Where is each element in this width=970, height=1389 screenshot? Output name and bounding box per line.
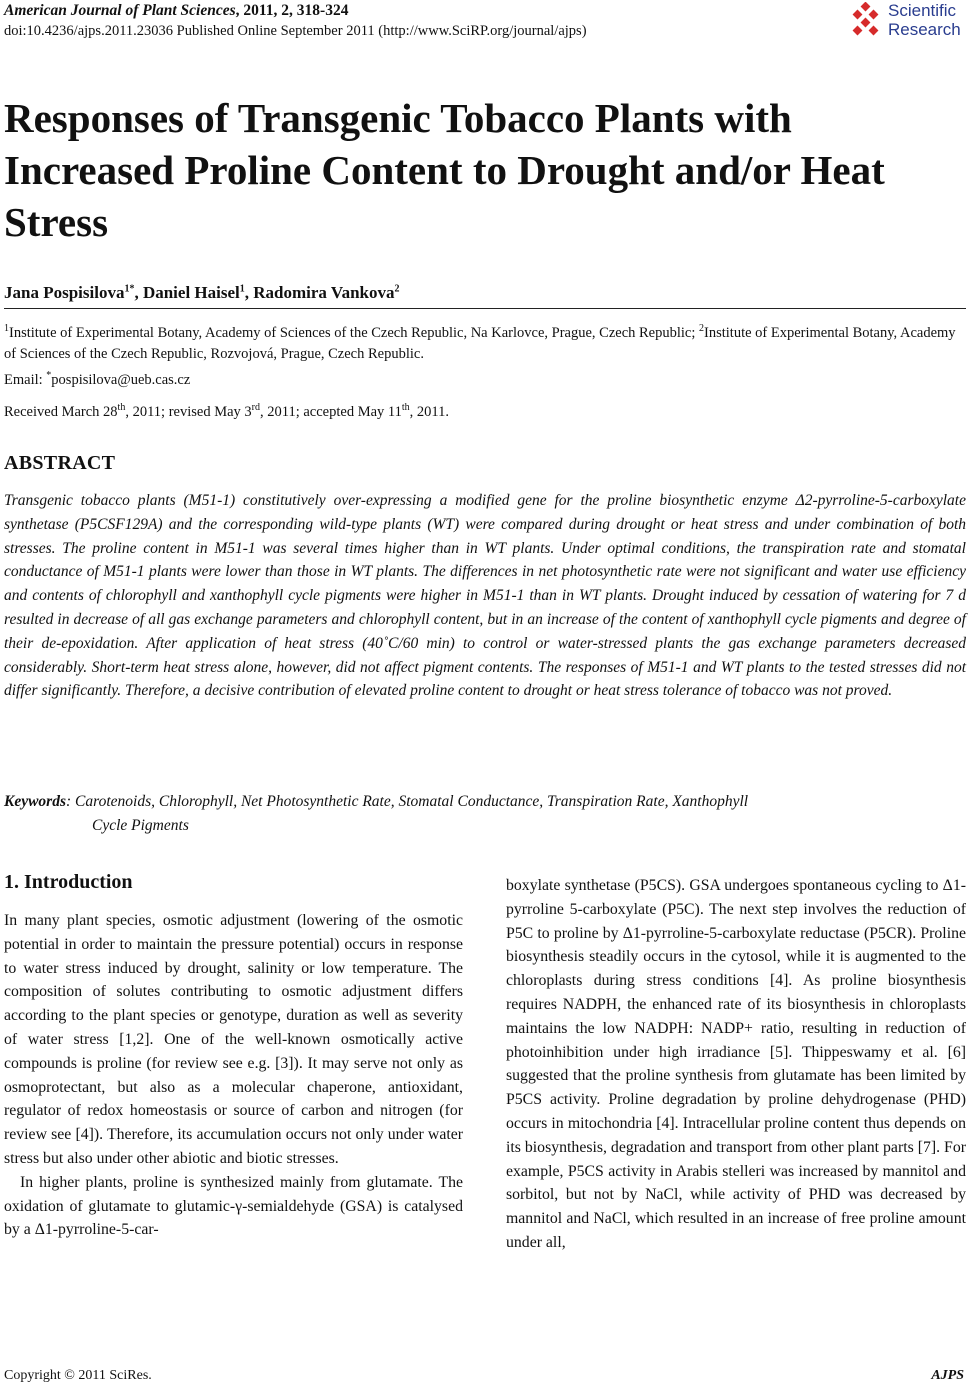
date-year: , 2011. xyxy=(409,403,449,420)
abstract-heading: ABSTRACT xyxy=(4,452,116,474)
journal-volume-pages: , 2011, 2, 318-324 xyxy=(235,2,349,19)
logo-line-1: Scientific xyxy=(888,1,957,20)
affiliation-mark: 1 xyxy=(4,323,9,334)
author-name: Jana Pospisilova xyxy=(4,283,125,302)
author-name: Radomira Vankova xyxy=(253,283,395,302)
journal-name: American Journal of Plant Sciences xyxy=(4,2,236,19)
accepted-date: , 2011; accepted May 11 xyxy=(260,403,402,420)
journal-citation xyxy=(4,2,348,20)
revised-date: , 2011; revised May 3 xyxy=(125,403,252,420)
ordinal-suffix: rd xyxy=(251,402,260,413)
right-column xyxy=(506,874,966,1255)
doi-line: doi:10.4236/ajps.2011.23036 Published Online September 2011 (http://www.SciRP.org/journal/ajps) xyxy=(4,23,587,39)
paper-title: Responses of Transgenic Tobacco Plants with Increased Proline Content to Drought and/or Heat Stress xyxy=(4,95,885,245)
email-line xyxy=(4,365,966,391)
section-heading: 1. Introduction xyxy=(4,871,133,893)
header-divider xyxy=(4,308,966,309)
ordinal-suffix: th xyxy=(117,402,126,413)
publisher-logo-icon xyxy=(848,2,884,40)
author-mark: 1 xyxy=(239,283,245,295)
received-date: Received March 28 xyxy=(4,403,118,420)
author-mark: 1* xyxy=(124,283,135,295)
author-mark: 2 xyxy=(394,283,400,295)
logo-line-2: Research xyxy=(888,19,961,39)
keywords-line-2: Cycle Pigments xyxy=(92,817,189,834)
intro-paragraph-1: In many plant species, osmotic adjustment (lowering of the osmotic potential in order to maintain the pressure potential) occurs in response to water stress induced by drought, salinity or low temperature. The composition of solutes contributing to osmotic adjustment differs according to the plant species or genotype, duration as well as severity of water stress [1,2]. One of the well-known osmotically active compounds is proline (for review see e.g. [3]). It may serve not only as osmoprotectant, but also as a molecular chaperone, antioxidant, regulator of redox homeostasis or source of carbon and nitrogen (for review see [4]). Therefore, its accumulation occurs not only under water stress but also under other abiotic and biotic stresses. xyxy=(4,912,463,1167)
left-column xyxy=(4,909,463,1242)
publisher-logo-text xyxy=(888,2,961,39)
keywords-line-1: : Carotenoids, Chlorophyll, Net Photosynthetic Rate, Stomatal Conductance, Transpiration Rate, Xanthophyll xyxy=(66,793,749,810)
affiliation-2: Institute of Experimental Botany, Academy of Sciences of the Czech Republic, Rozvojová, Prague, Czech Republic. xyxy=(4,324,956,362)
affiliations xyxy=(4,318,966,391)
email-label: Email: xyxy=(4,371,43,388)
author-name: Daniel Haisel xyxy=(142,283,240,302)
abstract-text: Transgenic tobacco plants (M51-1) constitutively over-expressing a modified gene for the proline biosynthetic enzyme Δ2-pyrroline-5-carboxylate synthetase (P5CSF129A) and the corresponding wild-type plants (WT) were compared during drought or heat stress and under combination of both stresses. The proline content in M51-1 was several times higher than in WT plants. Under optimal conditions, the transpiration rate and stomatal conductance of M51-1 plants were lower than those in WT plants. The differences in net photosynthetic rate were not significant and water use efficiency and contents of chlorophyll and xanthophyll cycle pigments were higher in M51-1 than in WT plants. Drought induced by cessation of watering for 7 d resulted in decrease of all gas exchange parameters and chlorophyll content, but in an increase of the content of xanthophyll cycle pigments and degree of their de-epoxidation. After application of heat stress (40˚C/60 min) to control or water-stressed plants the gas exchange parameters decreased considerably. Short-term heat stress alone, however, did not affect pigment contents. The responses of M51-1 and WT plants to the tested stresses did not differ significantly. Therefore, a decisive contribution of elevated proline content to drought or heat stress tolerance of tobacco was not proved. xyxy=(4,492,966,700)
received-dates xyxy=(4,402,449,421)
affiliation-mark: 2 xyxy=(699,323,705,334)
keywords xyxy=(4,790,966,838)
author-list: Jana Pospisilova$^{1*}$, Daniel Haisel$^1$, Radomira Vankova$^2$ xyxy=(4,283,400,302)
copyright-notice: Copyright © 2011 SciRes. xyxy=(4,1368,152,1383)
affiliation-1: Institute of Experimental Botany, Academy of Sciences of the Czech Republic, Na Karlovce, Prague, Czech Republic; xyxy=(9,324,696,341)
intro-paragraph-2: In higher plants, proline is synthesized mainly from glutamate. The oxidation of glutamate to glutamic-γ-semialdehyde (GSA) is catalysed by a Δ1-pyrroline-5-car- xyxy=(4,1173,463,1239)
ordinal-suffix: th xyxy=(401,402,410,413)
email-mark: * xyxy=(46,369,52,381)
keywords-label: Keywords xyxy=(4,793,66,810)
journal-abbreviation: AJPS xyxy=(931,1368,964,1383)
email-address[interactable]: pospisilova@ueb.cas.cz xyxy=(51,371,191,388)
intro-paragraph-3: boxylate synthetase (P5CS). GSA undergoes spontaneous cycling to Δ1-pyrroline 5-carboxylate (P5C). The next step involves the reduction of P5C to proline by Δ1-pyrroline-5-carboxylate reductase (P5CR). Proline biosynthesis steadily occurs in the cytosol, while it is augmented to the chloroplasts during stress conditions [4]. As proline biosynthesis requires NADPH, the enhanced rate of its biosynthesis in chloroplasts maintains the low NADPH: NADP+ ratio, resulting in reduction of photoinhibition under high irradiance [5]. Thippeswamy et al. [6] suggested that the proline synthesis from glutamate has been limited by P5CS activity. Proline degradation by proline dehydrogenase (PHD) occurs in mitochondria [4]. Intracellular proline content thus depends on its biosynthesis, degradation and transport from other plant parts [7]. For example, P5CS activity in Arabis stelleri was increased by mannitol and sorbitol, but not by NaCl, while activity of PHD was decreased by mannitol and NaCl, which resulted in an increase of free proline amount under all, xyxy=(506,877,966,1251)
publisher-logo xyxy=(848,2,966,42)
